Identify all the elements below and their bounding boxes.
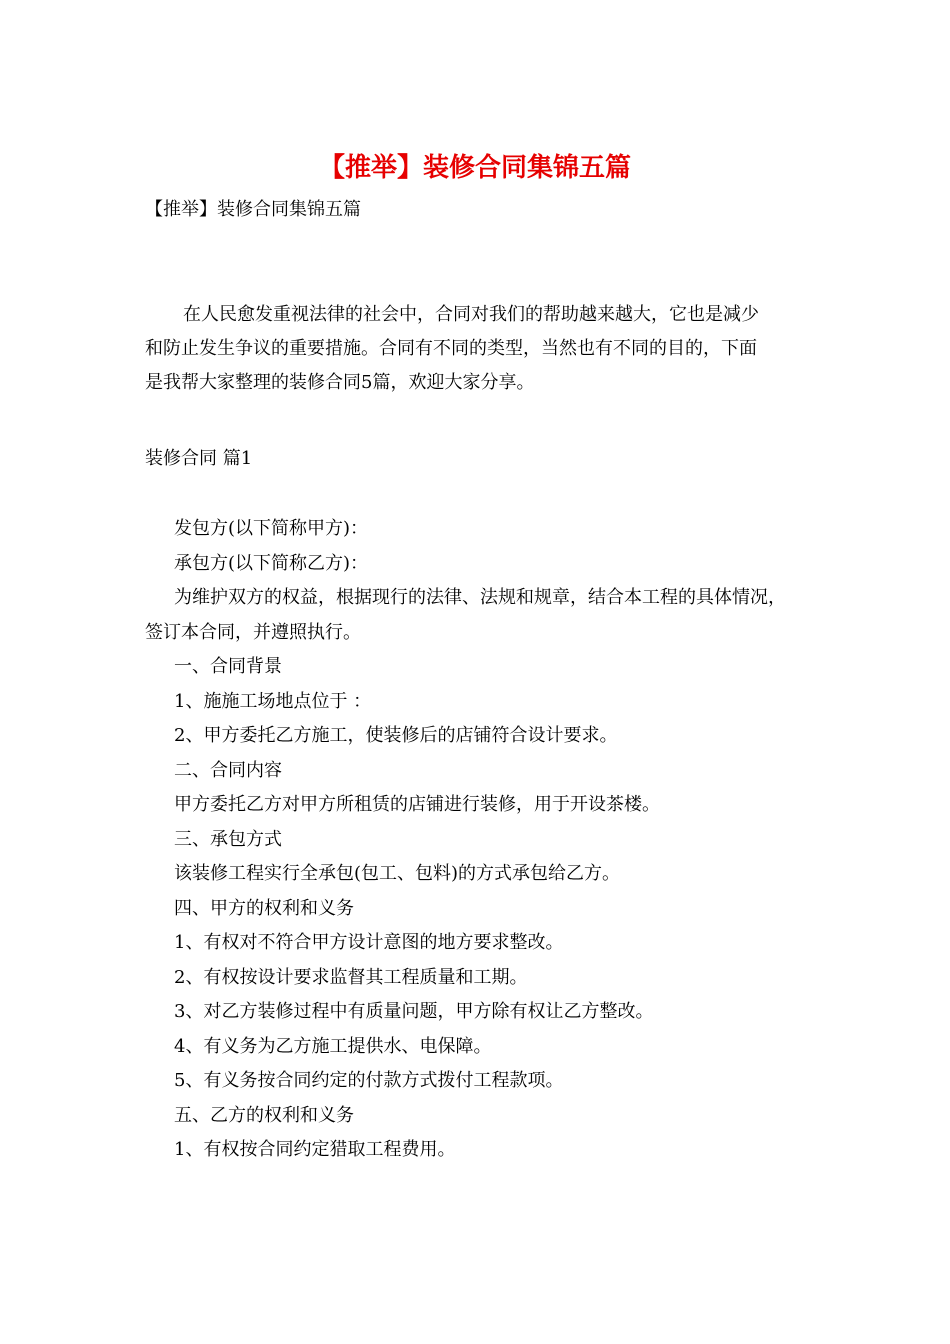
body-line: 签订本合同，并遵照执行。 <box>145 621 361 643</box>
document-title: 【推举】装修合同集锦五篇 <box>318 153 631 183</box>
intro-paragraph <box>145 298 825 400</box>
body-line: 1、有权对不符合甲方设计意图的地方要求整改。 <box>174 932 564 953</box>
clause-heading: 四、甲方的权利和义务 <box>174 897 354 919</box>
intro-line: 是我帮大家整理的装修合同5篇，欢迎大家分享。 <box>145 372 535 393</box>
body-line: 1、施施工场地点位于 ： <box>174 690 372 712</box>
body-line: 承包方(以下简称乙方)： <box>174 552 369 574</box>
body-line: 发包方(以下简称甲方)： <box>174 518 369 539</box>
intro-line: 和防止发生争议的重要措施。合同有不同的类型，当然也有不同的目的，下面 <box>145 338 757 359</box>
contract-body <box>145 512 835 1168</box>
body-line: 为维护双方的权益，根据现行的法律、法规和规章，结合本工程的具体情况， <box>174 587 786 608</box>
section-heading: 装修合同 篇1 <box>145 448 253 469</box>
body-line: 3、对乙方装修过程中有质量问题，甲方除有权让乙方整改。 <box>174 1001 654 1022</box>
clause-heading: 三、承包方式 <box>174 828 282 850</box>
body-line: 甲方委托乙方对甲方所租赁的店铺进行装修，用于开设茶楼。 <box>174 794 660 815</box>
document-subtitle: 【推举】装修合同集锦五篇 <box>145 199 361 220</box>
body-line: 2、甲方委托乙方施工，使装修后的店铺符合设计要求。 <box>174 725 618 746</box>
body-line: 1、有权按合同约定猎取工程费用。 <box>174 1139 456 1160</box>
clause-heading: 五、乙方的权利和义务 <box>174 1104 354 1126</box>
body-line: 4、有义务为乙方施工提供水、电保障。 <box>174 1035 492 1057</box>
body-line: 2、有权按设计要求监督其工程质量和工期。 <box>174 966 528 988</box>
body-line: 5、有义务按合同约定的付款方式拨付工程款项。 <box>174 1070 564 1091</box>
body-line: 该装修工程实行全承包(包工、包料)的方式承包给乙方。 <box>174 863 621 884</box>
clause-heading: 一、合同背景 <box>174 656 282 677</box>
intro-line: 在人民愈发重视法律的社会中，合同对我们的帮助越来越大，它也是减少 <box>183 304 759 325</box>
clause-heading: 二、合同内容 <box>174 759 282 781</box>
